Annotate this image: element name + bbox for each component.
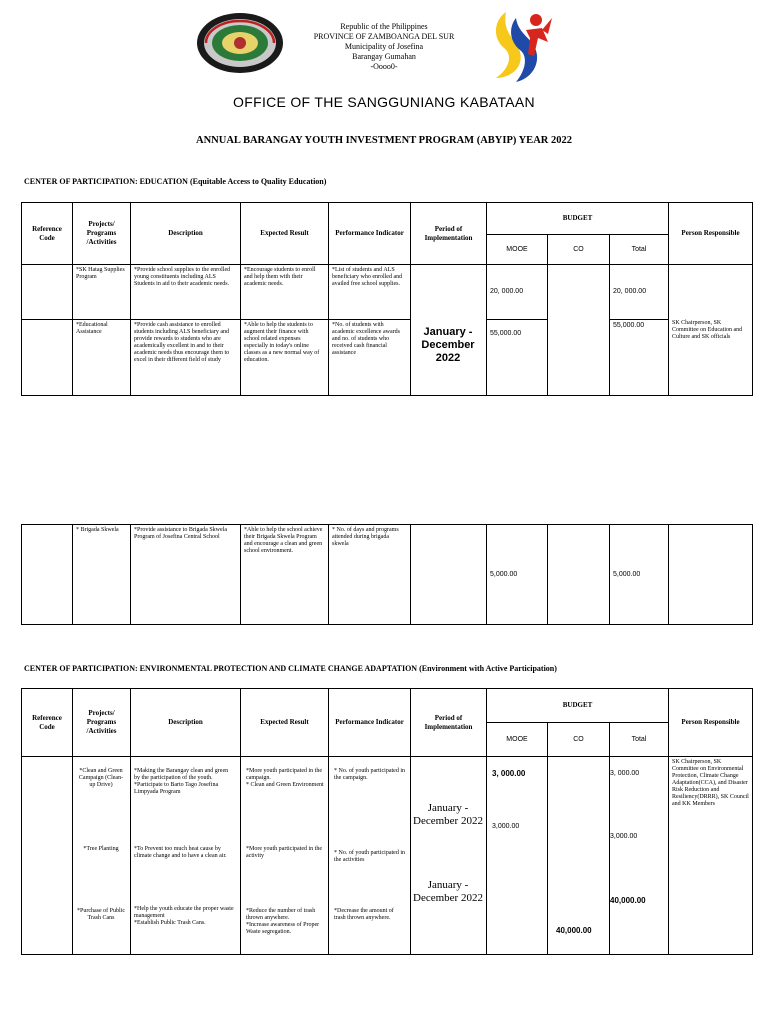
header-performance-indicator: Performance Indicator bbox=[329, 689, 411, 757]
expected-trash-cans: *Reduce the number of trash thrown anywhere. *Increase awareness of Proper Waste segregation. bbox=[246, 908, 320, 935]
header-period: Period of Implementation bbox=[411, 689, 487, 757]
header-expected-result: Expected Result bbox=[241, 203, 329, 265]
co-cell bbox=[548, 525, 610, 625]
header-mooe: MOOE bbox=[487, 235, 548, 265]
header-person-responsible: Person Responsible bbox=[669, 689, 753, 757]
mooe-cell: 20, 000.00 bbox=[487, 265, 548, 320]
expected-clean-green: *More youth participated in the campaign. * Clean and Green Environment bbox=[246, 768, 324, 788]
mooe-cell bbox=[487, 757, 548, 955]
project-cell: *Educational Assistance bbox=[73, 320, 131, 396]
header-line-barangay: Barangay Gumahan bbox=[352, 52, 416, 61]
total-trash-cans: 40,000.00 bbox=[610, 896, 646, 905]
project-trash-cans: *Purchase of Public Trash Cans bbox=[77, 908, 125, 921]
expected-result-cell: *Able to help the school achieve their Brigada Skwela Program and encourage a clean and green school environment. bbox=[241, 525, 329, 625]
mooe-clean-green: 3, 000.00 bbox=[492, 769, 526, 778]
mooe-cell: 5,000.00 bbox=[487, 525, 548, 625]
mooe-tree-planting: 3,000.00 bbox=[492, 823, 520, 830]
header-line-municipality: Municipality of Josefina bbox=[344, 42, 424, 51]
total-cell: 20, 000.00 bbox=[610, 265, 669, 320]
indicator-clean-green: * No. of youth participated in the campaign. bbox=[334, 768, 405, 781]
header-line-republic: Republic of the Philippines bbox=[340, 22, 428, 31]
header-reference-code: Reference Code bbox=[22, 689, 73, 757]
description-cell: *Provide cash assistance to enrolled students including ALS beneficiary and provide rewards to students who are academically excellent in and to their academic needs thus encourage them to excel in their different field of study bbox=[131, 320, 241, 396]
co-cell bbox=[548, 757, 610, 955]
expected-result-cell: *Encourage students to enroll and help them with their academic needs. bbox=[241, 265, 329, 320]
header-projects: Projects/ Programs /Activities bbox=[73, 203, 131, 265]
total-tree-planting: 3,000.00 bbox=[610, 833, 638, 840]
table-row bbox=[22, 320, 753, 396]
sk-logo bbox=[486, 8, 554, 88]
person-responsible-cell: SK Chairperson, SK Committee on Education and Culture and SK officials bbox=[669, 265, 753, 396]
indicator-tree-planting: * No. of youth participated in the activities bbox=[334, 850, 405, 863]
person-responsible-cell: SK Chairperson, SK Committee on Environmental Protection, Climate Change Adaptation(CCA), and Disaster Risk Reduction and Resiliency(DRRR), SK Council and KK Members bbox=[669, 757, 753, 955]
total-cell: 55,000.00 bbox=[610, 320, 669, 396]
header-co: CO bbox=[548, 235, 610, 265]
indicator-trash-cans: *Decrease the amount of trash thrown anywhere. bbox=[334, 908, 394, 921]
header-person-responsible: Person Responsible bbox=[669, 203, 753, 265]
header-reference-code: Reference Code bbox=[22, 203, 73, 265]
header-total: Total bbox=[610, 723, 669, 757]
project-cell: * Brigada Skwela bbox=[73, 525, 131, 625]
co-trash-cans: 40,000.00 bbox=[556, 926, 592, 935]
education-table bbox=[21, 202, 753, 396]
header-total: Total bbox=[610, 235, 669, 265]
education-table-continued bbox=[21, 524, 753, 625]
description-tree-planting: *To Prevent too much heat cause by climate change and to have a clean air. bbox=[134, 846, 227, 859]
mooe-cell: 55,000.00 bbox=[487, 320, 548, 396]
person-responsible-cell bbox=[669, 525, 753, 625]
header-line-province: PROVINCE OF ZAMBOANGA DEL SUR bbox=[313, 32, 455, 41]
section-education-title: CENTER OF PARTICIPATION: EDUCATION (Equitable Access to Quality Education) bbox=[24, 177, 327, 186]
total-cell: 5,000.00 bbox=[610, 525, 669, 625]
total-cell bbox=[610, 757, 669, 955]
reference-code-cell bbox=[22, 320, 73, 396]
header-budget: BUDGET bbox=[487, 203, 669, 235]
document-title: ANNUAL BARANGAY YOUTH INVESTMENT PROGRAM (ABYIP) YEAR 2022 bbox=[196, 135, 572, 146]
description-cell: *Provide school supplies to the enrolled young constituents including ALS Students in aid to their academic needs. bbox=[131, 265, 241, 320]
reference-code-cell bbox=[22, 265, 73, 320]
section-environment-title: CENTER OF PARTICIPATION: ENVIRONMENTAL PROTECTION AND CLIMATE CHANGE ADAPTATION (Environment with Active Participation) bbox=[24, 664, 557, 673]
header-description: Description bbox=[131, 689, 241, 757]
reference-code-cell bbox=[22, 525, 73, 625]
header-performance-indicator: Performance Indicator bbox=[329, 203, 411, 265]
expected-tree-planting: *More youth participated in the activity bbox=[246, 846, 322, 859]
header-projects: Projects/ Programs /Activities bbox=[73, 689, 131, 757]
indicator-cell: * No. of days and programs attended during brigada skwela bbox=[329, 525, 411, 625]
table-row bbox=[22, 265, 753, 320]
project-cell: *SK Hatag Supplies Program bbox=[73, 265, 131, 320]
expected-result-cell: *Able to help the students to augment their finance with school related expenses especially in today's online classes as a new normal way of education. bbox=[241, 320, 329, 396]
period-cell bbox=[411, 757, 487, 955]
header-expected-result: Expected Result bbox=[241, 689, 329, 757]
indicator-cell: *List of students and ALS beneficiary who enrolled and availed free school supplies. bbox=[329, 265, 411, 320]
total-clean-green: 3, 000.00 bbox=[610, 770, 640, 777]
header-mooe: MOOE bbox=[487, 723, 548, 757]
header-co: CO bbox=[548, 723, 610, 757]
office-title: OFFICE OF THE SANGGUNIANG KABATAAN bbox=[233, 94, 535, 110]
indicator-cell: *No. of students with academic excellence awards and no. of students who received cash financial assistance bbox=[329, 320, 411, 396]
header-description: Description bbox=[131, 203, 241, 265]
co-cell bbox=[548, 265, 610, 396]
table-row bbox=[22, 525, 753, 625]
description-clean-green: *Making the Barangay clean and green by the participation of the youth. *Participate to Barto Tago Josefina Limpyada Program bbox=[134, 768, 229, 795]
description-cell: *Provide assistance to Brigada Skwela Program of Josefina Central School bbox=[131, 525, 241, 625]
project-clean-green: *Clean and Green Campaign (Clean-up Drive) bbox=[78, 768, 124, 788]
header-period: Period of Implementation bbox=[411, 203, 487, 265]
description-trash-cans: *Help the youth educate the proper waste management *Establish Public Trash Cans. bbox=[134, 906, 234, 926]
period-environment-b: January - December 2022 bbox=[413, 879, 483, 904]
header-line-separator: -Oooo0- bbox=[370, 62, 398, 71]
period-environment-a: January - December 2022 bbox=[413, 802, 483, 827]
header-budget: BUDGET bbox=[487, 689, 669, 723]
project-tree-planting: *Tree Planting bbox=[83, 846, 119, 852]
period-education: January - December 2022 bbox=[421, 326, 475, 364]
period-cell bbox=[411, 525, 487, 625]
reference-code-cell bbox=[22, 757, 73, 955]
